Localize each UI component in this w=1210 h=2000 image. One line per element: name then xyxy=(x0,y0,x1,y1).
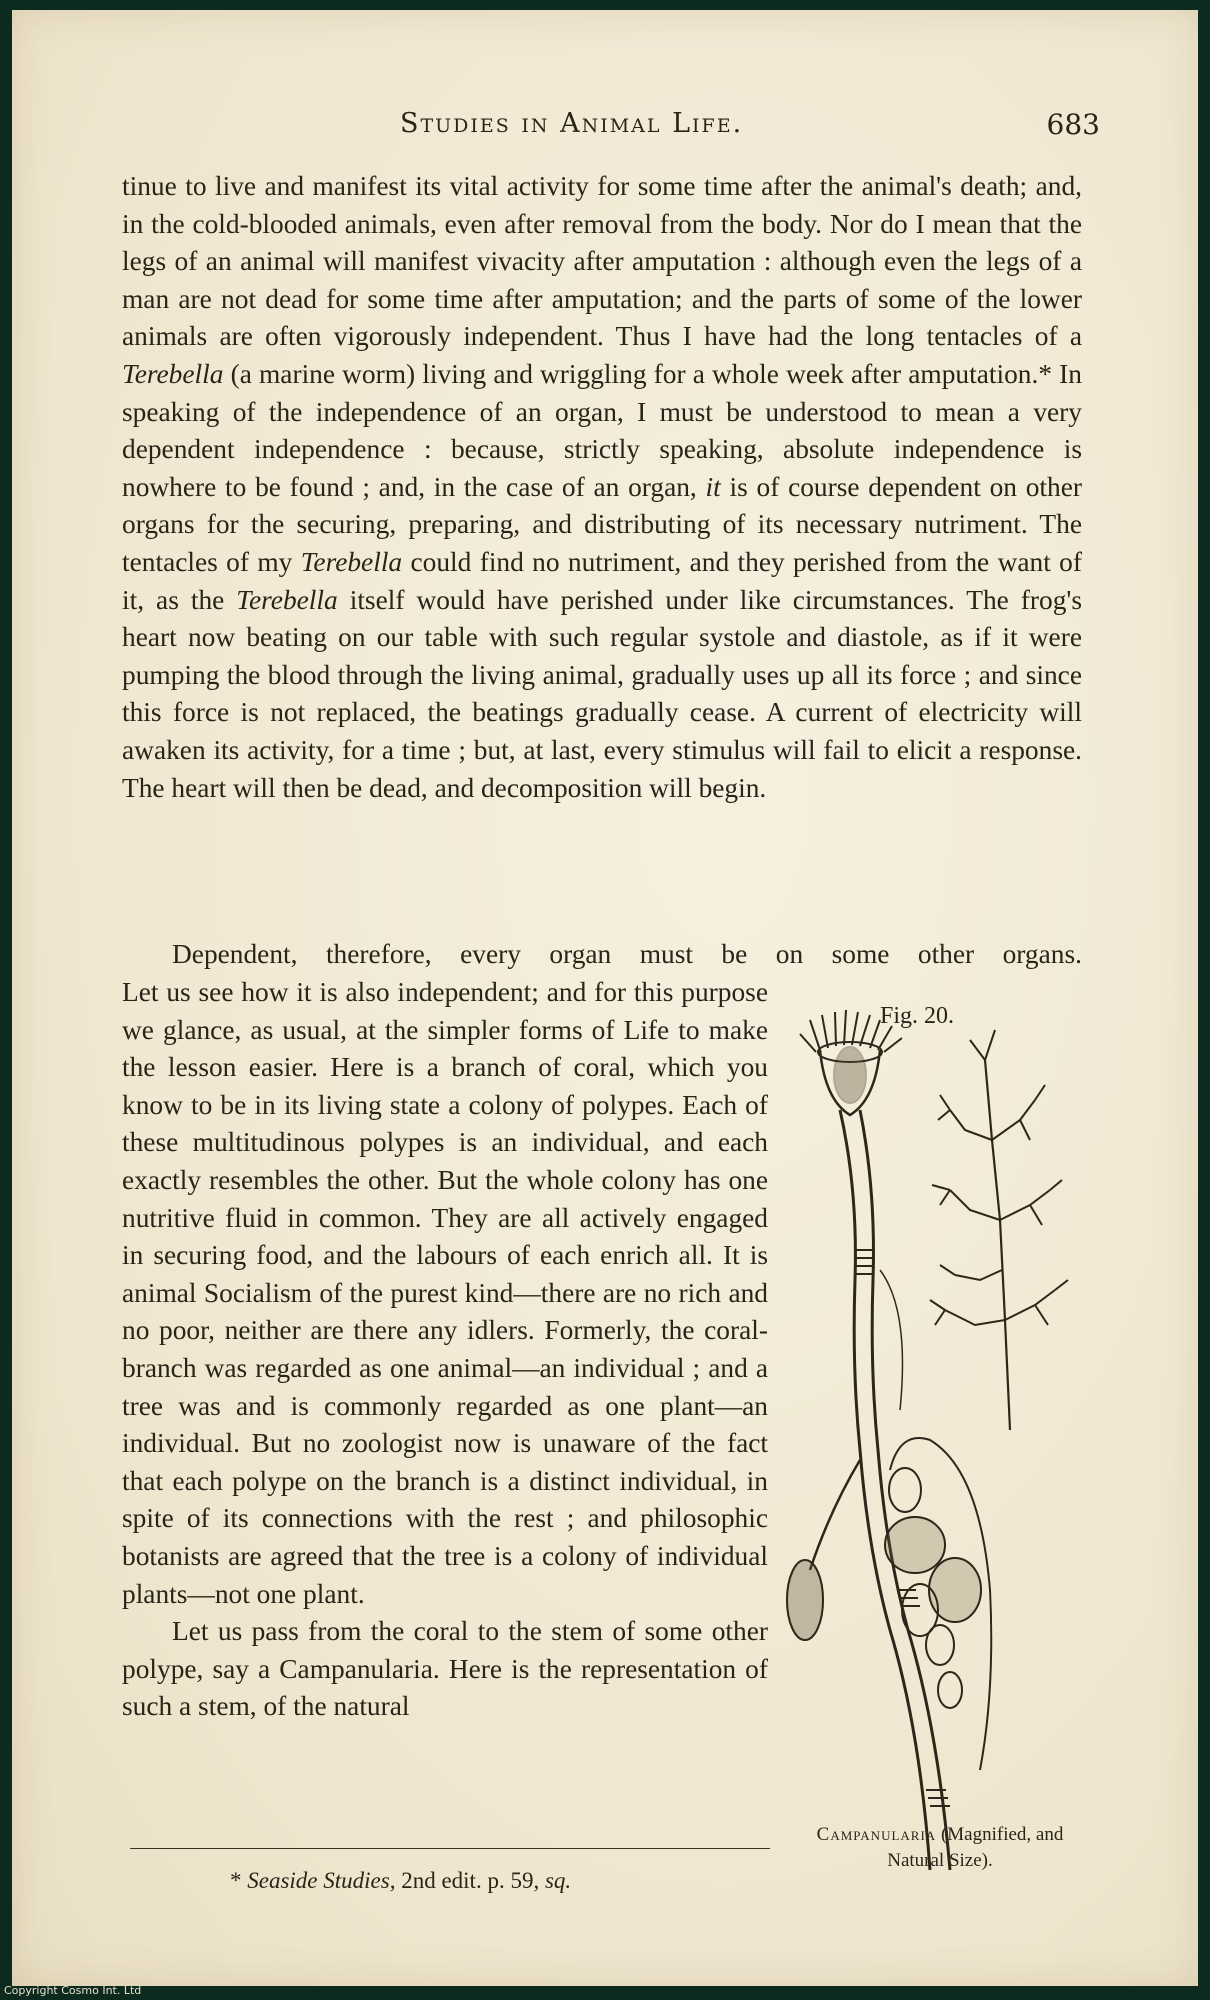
paragraph-3: Let us pass from the coral to the stem of some other polype, say a Campanularia. Here is the representation of such a stem, of the natural xyxy=(122,1616,768,1722)
campanularia-illustration xyxy=(780,990,1080,1890)
footnote-title: Seaside Studies xyxy=(247,1868,390,1893)
figure-caption xyxy=(790,1822,1090,1874)
caption-note: (Magnified, and Natural Size). xyxy=(887,1824,1064,1871)
running-title: Studies in Animal Life. xyxy=(400,108,744,139)
emphasis: Terebella xyxy=(236,584,338,615)
figure-label: Fig. 20. xyxy=(880,1003,955,1029)
paragraph-1: tinue to live and manifest its vital activity for some time after the animal's death; and, in the cold-blooded animals, even after removal from the body. Nor do I mean that the legs of an animal will manifest vivacity after amputation : although even the legs of a man are not dead for some time after amputation; and the parts of some of the lower animals are often vigorously independent. Thus I have had the long tentacles of a Terebella (a marine worm) living and wriggling for a whole week after amputation.* In speaking of the independence of an organ, I must be understood to mean a very dependent independence : because, strictly speaking, absolute independence is nowhere to be found ; and, in the case of an organ, it is of course dependent on other organs for the securing, preparing, and distributing of its necessary nutriment. The tentacles of my Terebella could find no nutriment, and they perished from the want of it, as the Terebella itself would have perished under like circumstances. The frog's heart now beating on our table with such regular systole and diastole, as if it were pumping the blood through the living animal, gradually uses up all its force ; and since this force is not replaced, the beatings gradually cease. A current of electricity will awaken its activity, for a time ; but, at last, every stimulus will fail to elicit a response. The heart will then be dead, and decomposition will begin. xyxy=(122,171,1083,803)
paragraph-2: Let us see how it is also independent; and for this purpose we glance, as usual, at the simpler forms of Life to make the lesson easier. Here is a branch of coral, which you know to be in its living state a colony of polypes. Each of these multitudinous polypes is an individual, and each exactly resembles the other. But the whole colony has one nutritive fluid in common. They are all actively engaged in securing food, and the labours of each enrich all. It is animal Socialism of the purest kind—there are no rich and no poor, neither are there any idlers. Formerly, the coral-branch was regarded as one animal—an individual ; and a tree was and is commonly regarded as one plant—an individual. But no zoologist now is unaware of the fact that each polype on the branch is a distinct individual, in spite of its connections with the rest ; and philosophic botanists are agreed that the tree is a colony of individual plants—not one plant. xyxy=(122,977,768,1609)
footnote: * Seaside Studies, 2nd edit. p. 59, sq. xyxy=(230,1868,572,1893)
page-header xyxy=(130,108,1100,148)
page-number: 683 xyxy=(1046,108,1100,141)
caption-species: Campanularia xyxy=(816,1824,937,1845)
emphasis: Terebella xyxy=(122,358,224,389)
left-column xyxy=(122,974,768,1726)
emphasis: it xyxy=(705,471,721,502)
copyright-notice: Copyright Cosmo Int. Ltd xyxy=(4,1984,142,1997)
footnote-rule xyxy=(130,1848,770,1849)
emphasis: Terebella xyxy=(300,546,403,577)
paragraph-2-first-line: Dependent, therefore, every organ must be on some other organs. xyxy=(172,939,1082,969)
